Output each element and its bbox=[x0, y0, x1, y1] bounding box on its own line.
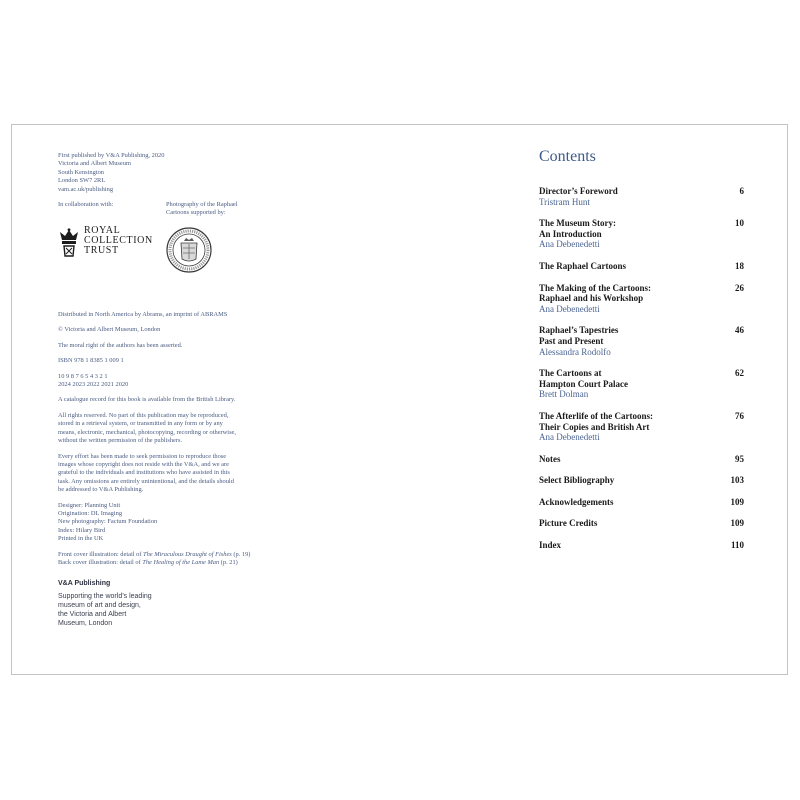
book-spread bbox=[11, 124, 788, 675]
toc-entry-title: Acknowledgements bbox=[539, 496, 614, 507]
toc-entry-page: 109 bbox=[730, 518, 744, 529]
toc-entry-page: 10 bbox=[735, 218, 744, 229]
toc-entry-author: Alessandra Rodolfo bbox=[539, 346, 611, 357]
isbn-line: ISBN 978 1 8385 1 009 1 bbox=[58, 357, 124, 365]
toc-entry-page: 46 bbox=[735, 325, 744, 336]
toc-entry[interactable] bbox=[539, 540, 744, 551]
distribution-note: Distributed in North America by Abrams, an imprint of ABRAMS bbox=[58, 311, 228, 319]
catalogue-record: A catalogue record for this book is available from the British Library. bbox=[58, 396, 236, 404]
toc-entry-page: 18 bbox=[735, 260, 744, 271]
toc-entry-title: Picture Credits bbox=[539, 518, 598, 529]
toc-entry-title: Director’s Foreword bbox=[539, 186, 618, 196]
toc-entry-page: 6 bbox=[739, 186, 744, 196]
rct-wordmark: ROYAL COLLECTION TRUST bbox=[84, 225, 153, 257]
moral-right-line: The moral right of the authors has been asserted. bbox=[58, 341, 183, 349]
toc-entry[interactable] bbox=[539, 411, 744, 443]
photo-support-label: Photography of the Raphael Cartoons supported by: bbox=[166, 201, 238, 217]
royal-collection-trust-logo bbox=[58, 225, 153, 260]
toc-entry[interactable] bbox=[539, 368, 744, 400]
commission-seal-icon bbox=[166, 227, 212, 273]
toc-entry[interactable] bbox=[539, 325, 744, 357]
toc-entry-page: 95 bbox=[735, 453, 744, 464]
imprint-page bbox=[58, 152, 298, 628]
permissions-statement: Every effort has been made to seek permission to reproduce those images whose copyright does not reside with the V&A, and we are grateful to the individuals and institutions who have assisted in this task. Any omissions are entirely unintentional, and the details should be addressed to V&A Publishing. bbox=[58, 452, 234, 494]
toc-entry-page: 103 bbox=[730, 475, 744, 486]
publisher-url: vam.ac.uk/publishing bbox=[58, 185, 114, 193]
toc-entry-author: Tristram Hunt bbox=[539, 196, 590, 207]
toc-entry-title: Raphael’s Tapestries bbox=[539, 325, 619, 336]
toc-entry[interactable] bbox=[539, 261, 744, 272]
back-cover-credit: Back cover illustration: detail of The Healing of the Lame Man (p. 21) bbox=[58, 558, 238, 566]
toc-entry-title: Their Copies and British Art bbox=[539, 421, 650, 432]
toc-entry[interactable] bbox=[539, 218, 744, 250]
toc-entry-author: Ana Debenedetti bbox=[539, 239, 600, 250]
toc-entry-title: The Raphael Cartoons bbox=[539, 260, 627, 271]
contents-page bbox=[539, 148, 744, 562]
cover-illustrations bbox=[58, 551, 298, 568]
address-line: London SW7 2RL bbox=[58, 177, 106, 185]
print-numbers: 10 9 8 7 6 5 4 3 2 1 bbox=[58, 372, 108, 380]
toc-entry-page: 110 bbox=[730, 540, 744, 551]
toc-entry-title: Notes bbox=[539, 453, 561, 464]
address-line: First published by V&A Publishing, 2020 bbox=[58, 152, 165, 159]
va-publishing-heading: V&A Publishing bbox=[58, 580, 111, 588]
copyright-line: © Victoria and Albert Museum, London bbox=[58, 326, 161, 334]
crown-icon bbox=[58, 228, 80, 258]
toc-entry-author: Ana Debenedetti bbox=[539, 303, 600, 314]
publisher-address bbox=[58, 152, 298, 194]
contents-title: Contents bbox=[539, 148, 596, 165]
toc-entry[interactable] bbox=[539, 186, 744, 207]
toc-entry-title: Select Bibliography bbox=[539, 475, 615, 486]
toc-entry-title: Hampton Court Palace bbox=[539, 378, 628, 389]
toc-entry-title: The Museum Story: bbox=[539, 218, 616, 229]
collaboration-block bbox=[58, 201, 298, 311]
toc-entry-author: Brett Dolman bbox=[539, 389, 589, 400]
toc-entry-page: 76 bbox=[735, 410, 744, 421]
toc-entry[interactable] bbox=[539, 518, 744, 529]
toc-entry[interactable] bbox=[539, 475, 744, 486]
collab-label: In collaboration with: bbox=[58, 201, 114, 209]
toc-entry-title: The Making of the Cartoons: bbox=[539, 282, 651, 293]
toc-entry-title: Past and Present bbox=[539, 335, 604, 346]
address-line: South Kensington bbox=[58, 168, 104, 176]
toc-entry-page: 62 bbox=[735, 368, 744, 379]
toc-entry[interactable] bbox=[539, 454, 744, 465]
toc-entry-title: An Introduction bbox=[539, 228, 602, 239]
toc-entry-title: Index bbox=[539, 540, 562, 551]
production-credits: Designer: Planning Unit Origination: DL Imaging New photography: Factum Foundation Index: Hilary Bird Printed in the UK bbox=[58, 501, 158, 543]
print-years: 2024 2023 2022 2021 2020 bbox=[58, 381, 129, 389]
print-history bbox=[58, 373, 298, 390]
toc-entry[interactable] bbox=[539, 283, 744, 315]
toc-entry-page: 26 bbox=[735, 282, 744, 293]
toc-entry-title: The Afterlife of the Cartoons: bbox=[539, 410, 653, 421]
toc-entry-page: 109 bbox=[730, 496, 744, 507]
rights-statement: All rights reserved. No part of this publication may be reproduced, stored in a retrieval system, or transmitted in any form or by any means, electronic, mechanical, photocopying, recording or otherwise, without the written permission of the publishers. bbox=[58, 411, 236, 445]
toc-entry-title: The Cartoons at bbox=[539, 368, 602, 379]
toc-entry[interactable] bbox=[539, 497, 744, 508]
address-line: Victoria and Albert Museum bbox=[58, 160, 131, 168]
toc-entry-title: Raphael and his Workshop bbox=[539, 293, 644, 304]
front-cover-credit: Front cover illustration: detail of The Miraculous Draught of Fishes (p. 19) bbox=[58, 550, 251, 558]
va-publishing-block: V&A Publishing Supporting the world’s leading museum of art and design, the Victoria and Albert Museum, London bbox=[58, 579, 298, 628]
toc-entry-author: Ana Debenedetti bbox=[539, 432, 600, 443]
